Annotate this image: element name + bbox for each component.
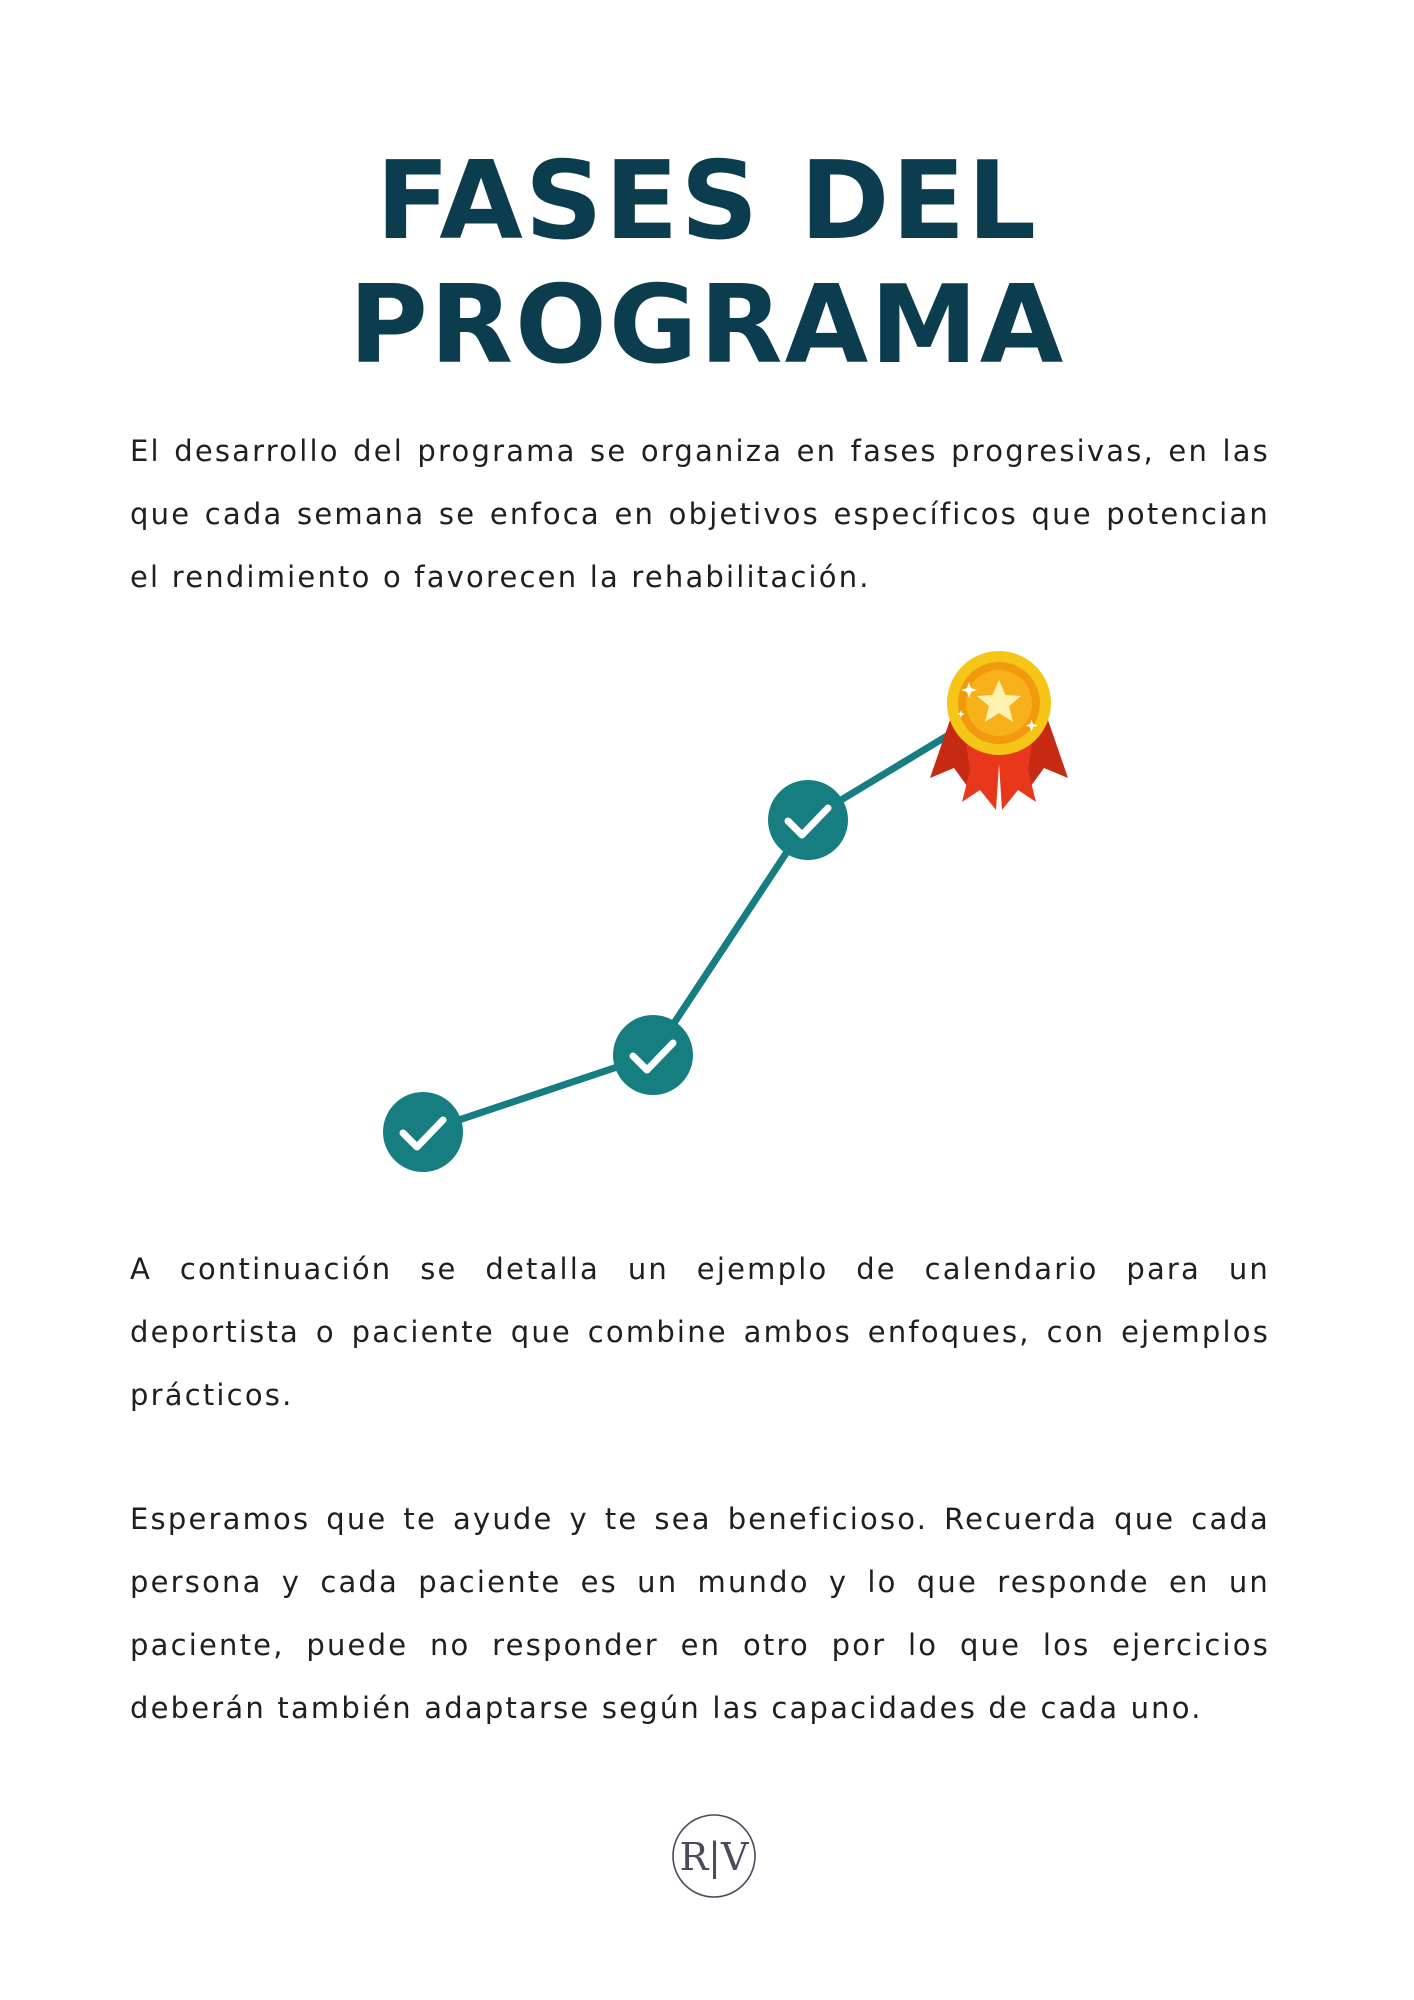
closing-paragraph: Esperamos que te ayude y te sea beneficioso. Recuerda que cada persona y cada paciente es un mundo y lo que responde en un paciente, puede no responder en otro por lo que los ejercicios deberán también adaptarse según las capacidades de cada uno. [130,1502,1270,1725]
rv-logo [670,1812,758,1900]
progress-illustration [370,650,1090,1190]
calendar-paragraph: A continuación se detalla un ejemplo de calendario para un deportista o paciente que combine ambos enfoques, con ejemplos prácticos. [130,1252,1270,1412]
medal-icon [930,651,1068,810]
progress-line [423,710,990,1132]
page-title [0,140,1414,388]
milestone-3-check-icon [768,780,848,860]
title-line-1: FASES DEL [375,139,1039,264]
milestone-2-check-icon [613,1015,693,1095]
milestone-1-check-icon [383,1092,463,1172]
title-line-2: PROGRAMA [348,263,1066,388]
logo-text: R|V [679,1835,749,1879]
intro-paragraph: El desarrollo del programa se organiza en fases progresivas, en las que cada semana se enfoca en objetivos específicos que potencian el rendimiento o favorecen la rehabilitación. [130,434,1270,594]
